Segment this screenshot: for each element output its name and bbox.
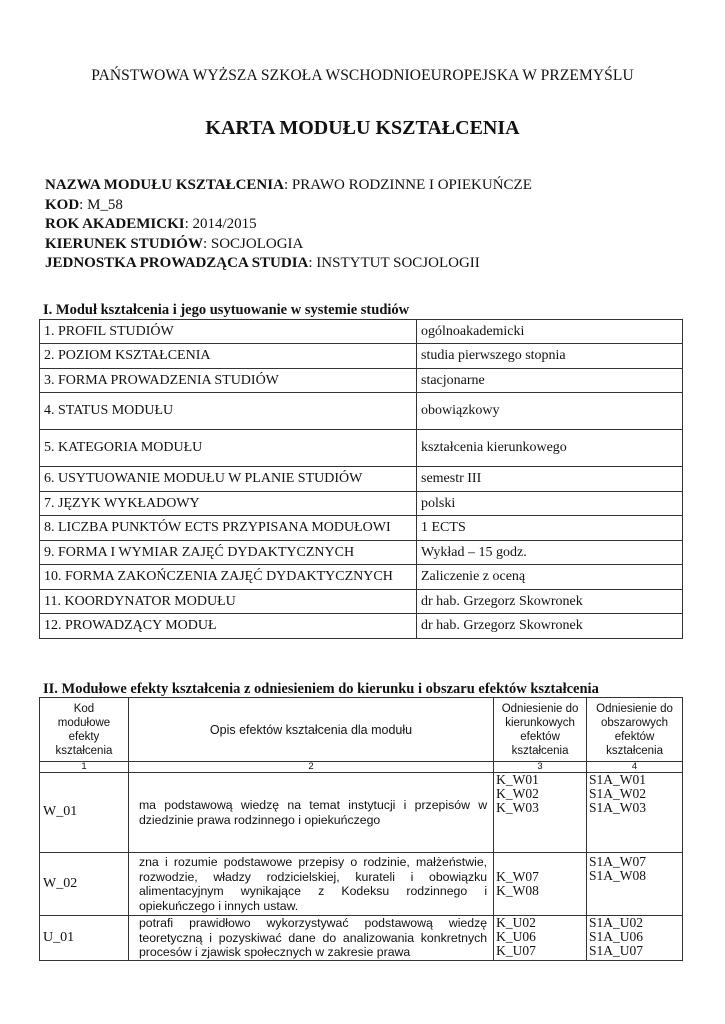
info-label: 5. KATEGORIA MODUŁU (40, 430, 417, 467)
field-refs (494, 773, 587, 853)
info-value: polski (417, 492, 683, 516)
info-label: 7. JĘZYK WYKŁADOWY (40, 492, 417, 516)
outcome-description: potrafi prawidłowo wykorzystywać podstawową wiedzę teoretyczną i pozyskiwać dane do analizowania konkretnych procesów i zjawisk społecznych w zakresie prawa (128, 916, 493, 961)
meta-module-name-value: : PRAWO RODZINNE I OPIEKUŃCZE (283, 177, 532, 193)
field-ref: K_W02 (496, 786, 539, 802)
outcome-description: zna i rozumie podstawowe przepisy o rodzinie, małżeństwie, rozwodzie, władzy rodzicielskiej, kurateli i obowiązku alimentacyjnym wynikające z Kodeksu rodzinnego i opiekuńczego i innych ustaw. (128, 853, 493, 916)
info-label: 9. FORMA I WYMIAR ZAJĘĆ DYDAKTYCZNYCH (40, 541, 417, 565)
area-ref: S1A_W01 (589, 772, 647, 787)
info-value: obowiązkowy (417, 393, 683, 430)
header-description: Opis efektów kształcenia dla modułu (128, 698, 493, 762)
field-ref: K_W01 (496, 772, 539, 787)
area-ref: S1A_U07 (589, 943, 644, 959)
meta-field-value: : SOCJOLOGIA (202, 235, 304, 252)
header-field-refs: Odniesienie do kierunkowych efektów kształcenia (494, 698, 587, 762)
meta-module-name-label: NAZWA MODUŁU KSZTAŁCENIA (45, 177, 284, 193)
meta-year-label: ROK AKADEMICKI (45, 216, 185, 233)
table-row (40, 393, 683, 430)
info-value: dr hab. Grzegorz Skowronek (417, 614, 683, 639)
area-ref: S1A_W02 (589, 786, 647, 802)
document-title: KARTA MODUŁU KSZTAŁCENIA (205, 117, 520, 139)
table-row (40, 773, 683, 853)
info-value: semestr III (417, 467, 683, 492)
outcome-code: W_01 (40, 773, 129, 853)
table-row (40, 614, 683, 639)
area-refs (587, 916, 683, 961)
column-number: 1 (40, 762, 129, 773)
header-code: Kod modułowe efekty kształcenia (40, 698, 129, 762)
area-ref: S1A_U02 (589, 915, 644, 930)
university-name: PAŃSTWOWA WYŻSZA SZKOŁA WSCHODNIOEUROPEJSKA W PRZEMYŚLU (91, 67, 634, 84)
info-value: ogólnoakademicki (417, 320, 683, 344)
meta-unit-value: : INSTYTUT SOCJOLOGII (308, 255, 480, 272)
meta-field-label: KIERUNEK STUDIÓW (45, 235, 203, 252)
column-number-row (40, 762, 683, 773)
table-row (40, 541, 683, 565)
learning-outcomes-table (39, 697, 683, 961)
info-value: kształcenia kierunkowego (417, 430, 683, 467)
info-label: 4. STATUS MODUŁU (40, 393, 417, 430)
info-value: Zaliczenie z oceną (417, 565, 683, 590)
area-ref: S1A_W07 (589, 854, 647, 869)
table-header-row (40, 698, 683, 762)
column-number: 3 (494, 762, 587, 773)
field-ref: K_W03 (496, 800, 539, 816)
meta-year (45, 215, 257, 235)
info-value: 1 ECTS (417, 516, 683, 541)
field-ref: K_U07 (496, 943, 536, 959)
module-info-table (39, 319, 683, 639)
meta-year-value: : 2014/2015 (184, 216, 257, 233)
field-ref: K_U06 (496, 929, 536, 945)
field-refs (494, 916, 587, 961)
info-value: studia pierwszego stopnia (417, 344, 683, 369)
section-1-title: I. Moduł kształcenia i jego usytuowanie w systemie studiów (43, 302, 410, 318)
column-number: 4 (587, 762, 683, 773)
area-refs (587, 773, 683, 853)
field-ref: K_U02 (496, 915, 536, 930)
info-label: 1. PROFIL STUDIÓW (40, 320, 417, 344)
field-ref: K_W08 (496, 883, 539, 898)
meta-unit-label: JEDNOSTKA PROWADZĄCA STUDIA (45, 255, 309, 272)
info-value: dr hab. Grzegorz Skowronek (417, 590, 683, 614)
field-refs (494, 853, 587, 916)
area-refs (587, 853, 683, 916)
info-value: stacjonarne (417, 369, 683, 393)
table-row (40, 369, 683, 393)
outcome-code: U_01 (40, 916, 129, 961)
info-label: 10. FORMA ZAKOŃCZENIA ZAJĘĆ DYDAKTYCZNYCH (40, 565, 417, 590)
table-row (40, 565, 683, 590)
table-row (40, 492, 683, 516)
table-row (40, 590, 683, 614)
table-row (40, 916, 683, 961)
table-row (40, 320, 683, 344)
table-row (40, 516, 683, 541)
section-2-title: II. Modułowe efekty kształcenia z odniesieniem do kierunku i obszaru efektów kształcenia (43, 681, 599, 697)
table-row (40, 467, 683, 492)
meta-code-value: : M_58 (79, 196, 123, 213)
meta-field (45, 235, 303, 255)
header-area-refs: Odniesienie do obszarowych efektów kształcenia (587, 698, 683, 762)
area-ref: S1A_U06 (589, 929, 644, 945)
info-value: Wykład – 15 godz. (417, 541, 683, 565)
info-label: 8. LICZBA PUNKTÓW ECTS PRZYPISANA MODUŁOWI (40, 516, 417, 541)
info-label: 12. PROWADZĄCY MODUŁ (40, 614, 417, 639)
info-label: 6. USYTUOWANIE MODUŁU W PLANIE STUDIÓW (40, 467, 417, 492)
info-label: 3. FORMA PROWADZENIA STUDIÓW (40, 369, 417, 393)
table-row (40, 344, 683, 369)
outcome-code: W_02 (40, 853, 129, 916)
field-ref: K_W07 (496, 868, 539, 884)
meta-code-label: KOD (45, 196, 80, 213)
table-row (40, 853, 683, 916)
column-number: 2 (128, 762, 493, 773)
meta-code (45, 196, 123, 216)
meta-module-name (45, 176, 532, 196)
area-ref: S1A_W08 (589, 868, 647, 884)
info-label: 11. KOORDYNATOR MODUŁU (40, 590, 417, 614)
meta-unit (45, 254, 480, 274)
area-ref: S1A_W03 (589, 800, 647, 816)
table-row (40, 430, 683, 467)
info-label: 2. POZIOM KSZTAŁCENIA (40, 344, 417, 369)
outcome-description: ma podstawową wiedzę na temat instytucji i przepisów w dziedzinie prawa rodzinnego i opiekuńczego (128, 773, 493, 853)
